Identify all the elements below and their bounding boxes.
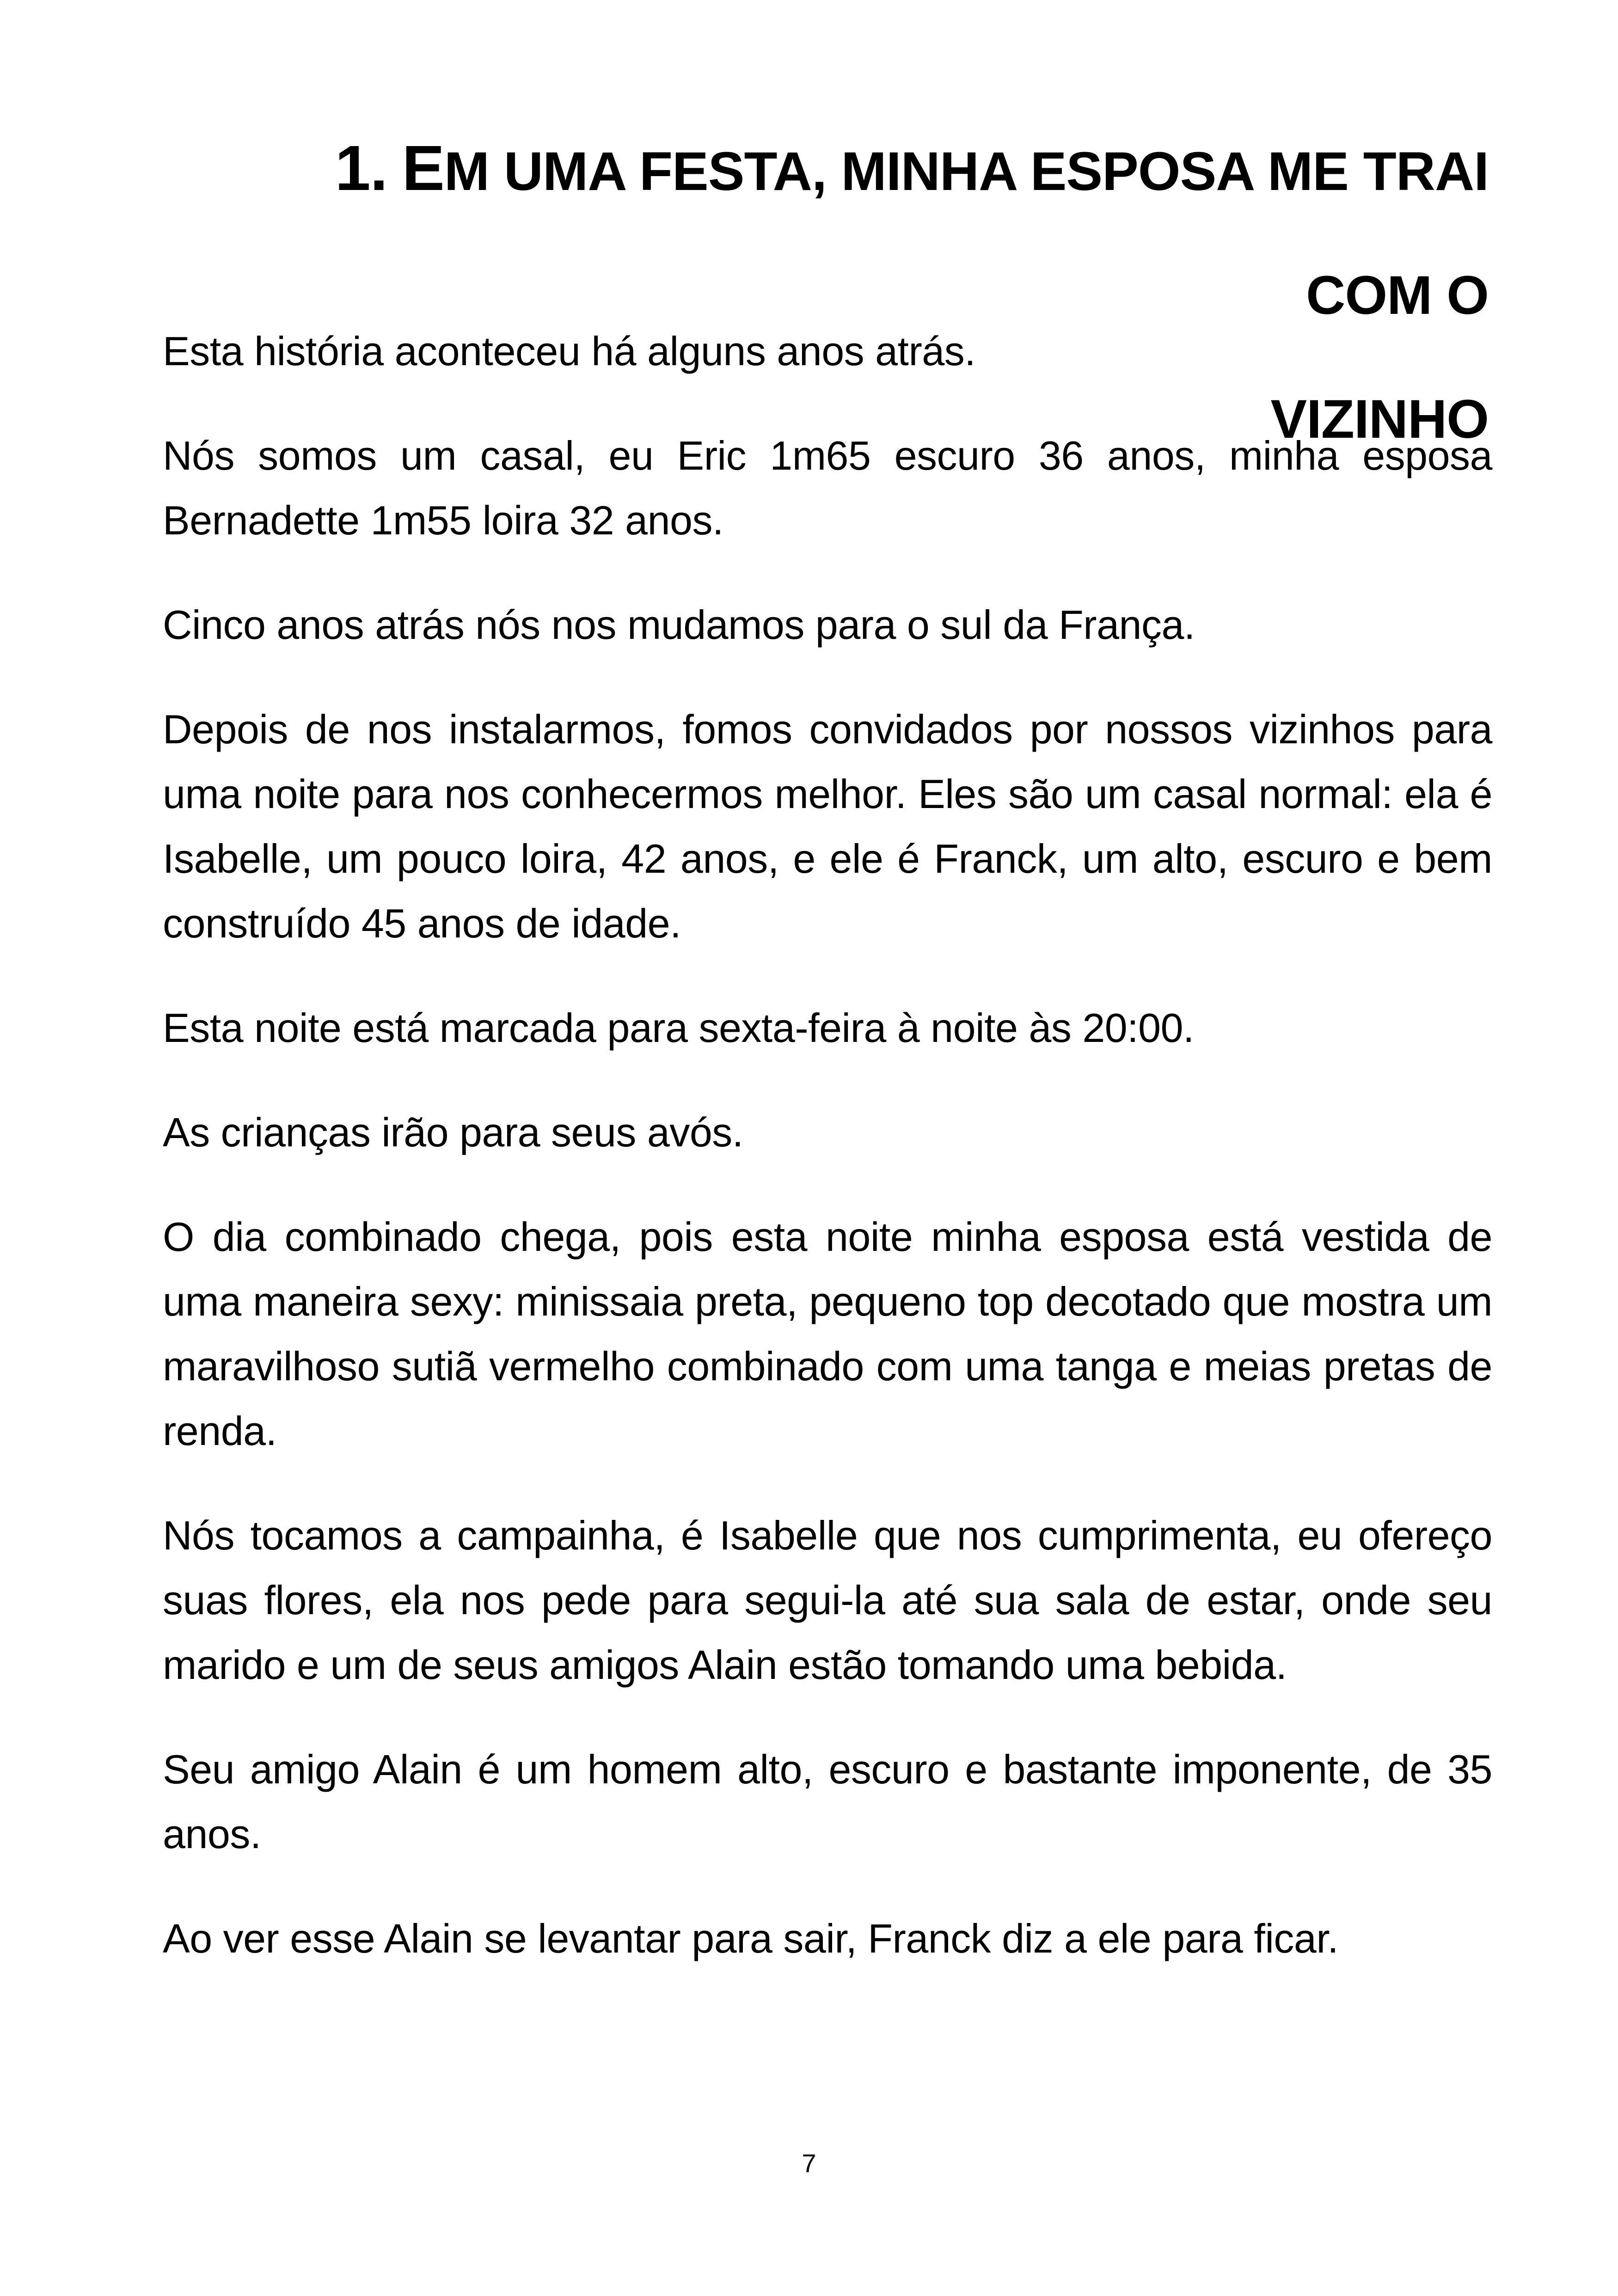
page-number: 7 (802, 2149, 816, 2178)
paragraph: Seu amigo Alain é um homem alto, escuro e bastante imponente, de 35 anos. (163, 1746, 1492, 1857)
paragraph: Nós somos um casal, eu Eric 1m65 escuro 36 anos, minha esposa Bernadette 1m55 loira 32 anos. (163, 433, 1492, 543)
body-text (163, 319, 1492, 2011)
chapter-number: 1. (335, 133, 387, 204)
paragraph: Nós tocamos a campainha, é Isabelle que nos cumprimenta, eu ofereço suas flores, ela nos pede para segui-la até sua sala de estar, onde seu marido e um de seus amigos Alain estão tomando uma bebida. (163, 1512, 1492, 1688)
chapter-title-line2: VIZINHO (1270, 389, 1489, 450)
paragraph: Depois de nos instalarmos, fomos convidados por nossos vizinhos para uma noite para nos conhecermos melhor. Eles são um casal normal: ela é Isabelle, um pouco loira, 42 anos, e ele é Franck, um alto, escuro e bem construído 45 anos de idade. (163, 706, 1492, 946)
paragraph: As crianças irão para seus avós. (163, 1109, 743, 1155)
paragraph: Ao ver esse Alain se levantar para sair, Franck diz a ele para ficar. (163, 1916, 1339, 1961)
chapter-title-line1: M UMA FESTA, MINHA ESPOSA ME TRAI COM O (444, 141, 1489, 326)
paragraph: Esta história aconteceu há alguns anos atrás. (163, 328, 976, 374)
paragraph: Cinco anos atrás nós nos mudamos para o sul da França. (163, 602, 1195, 648)
chapter-title-initial: E (402, 133, 444, 204)
paragraph: O dia combinado chega, pois esta noite minha esposa está vestida de uma maneira sexy: minissaia preta, pequeno top decotado que mostra um maravilhoso sutiã vermelho combinado com uma tanga e meias pretas de renda. (163, 1214, 1492, 1454)
paragraph: Esta noite está marcada para sexta-feira à noite às 20:00. (163, 1005, 1194, 1051)
